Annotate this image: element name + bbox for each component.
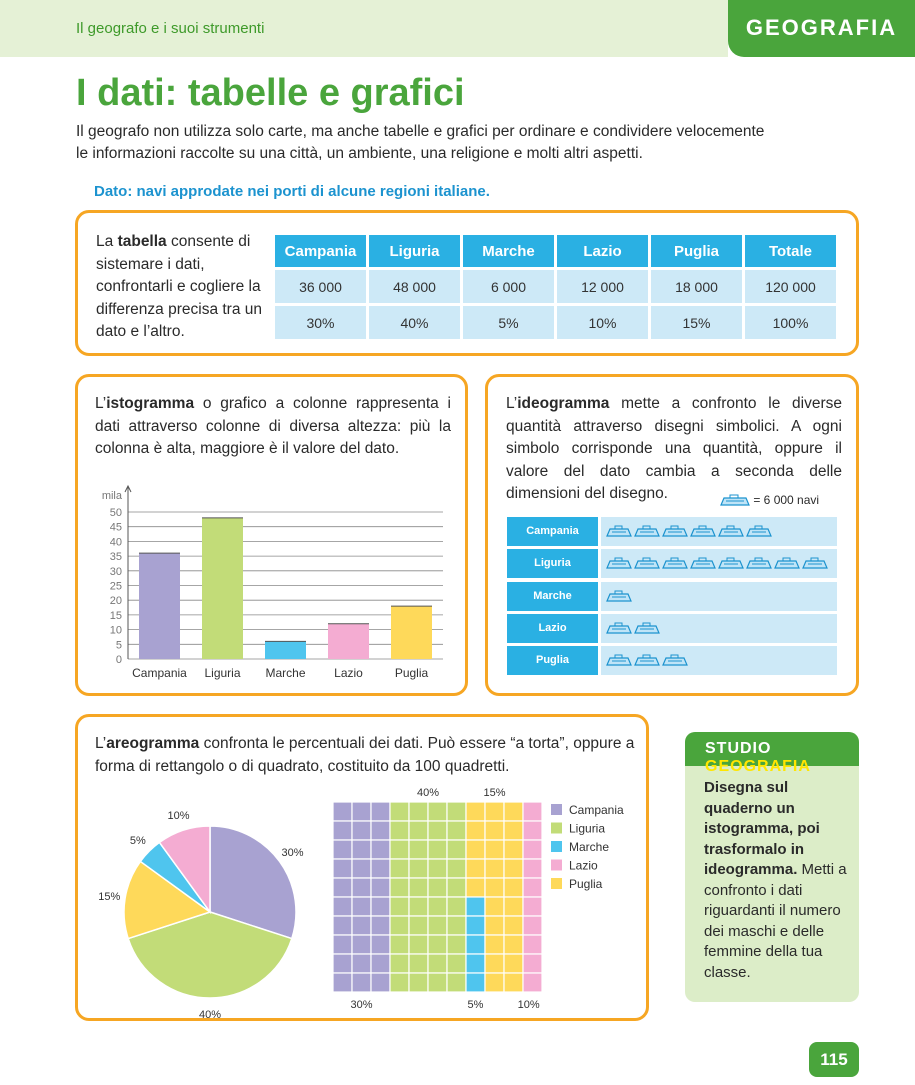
x-tick-label: Puglia	[394, 666, 429, 680]
grid-square	[333, 973, 352, 992]
y-tick-label: 20	[109, 595, 122, 608]
legend-label: Campania	[569, 803, 624, 817]
studio-text	[704, 778, 849, 983]
text-part: L’	[95, 735, 107, 752]
grid-square	[447, 859, 466, 878]
legend-swatch	[551, 878, 562, 889]
grid-square	[523, 859, 542, 878]
grid-square	[390, 973, 409, 992]
grid-square	[447, 821, 466, 840]
grid-square	[352, 954, 371, 973]
grid-square	[485, 859, 504, 878]
grid-square	[447, 840, 466, 859]
ship-icon	[802, 557, 828, 571]
ship-icon	[720, 494, 750, 508]
grid-square	[409, 840, 428, 859]
grid-square	[485, 973, 504, 992]
grid-square	[523, 878, 542, 897]
grid-square	[504, 973, 523, 992]
ship-icon	[634, 654, 660, 668]
ideogram-row-label: Lazio	[507, 614, 598, 643]
x-tick-label: Lazio	[334, 666, 363, 680]
ship-icon	[690, 557, 716, 571]
ideogram-row	[507, 614, 837, 643]
pie-label: 30%	[281, 847, 304, 860]
grid-square	[371, 935, 390, 954]
y-tick-label: 25	[109, 580, 122, 593]
grid-square	[333, 897, 352, 916]
ship-icon	[634, 525, 660, 539]
grid-square	[352, 897, 371, 916]
intro-line: le informazioni raccolte su una città, un ambiente, una religione e molti altri aspetti.	[76, 145, 643, 162]
grid-square	[409, 859, 428, 878]
grid-square	[504, 916, 523, 935]
table-panel	[75, 210, 859, 356]
grid-square	[485, 821, 504, 840]
table-header: Marche	[463, 235, 554, 267]
grid-square	[333, 916, 352, 935]
ship-icon	[606, 590, 632, 604]
ship-icon	[606, 654, 632, 668]
grid-square	[504, 821, 523, 840]
y-tick-label: 10	[109, 624, 122, 637]
grid-square	[409, 897, 428, 916]
legend-swatch	[551, 823, 562, 834]
areogram-panel	[75, 714, 649, 1021]
grid-square	[333, 878, 352, 897]
page-title: I dati: tabelle e grafici	[76, 72, 465, 114]
histogram-description	[95, 393, 451, 461]
grid-square	[523, 935, 542, 954]
grid-square	[352, 821, 371, 840]
grid-square	[333, 935, 352, 954]
grid-square	[409, 802, 428, 821]
y-tick-label: 15	[109, 609, 122, 622]
ship-icon	[746, 525, 772, 539]
grid-square	[466, 859, 485, 878]
grid-square	[485, 954, 504, 973]
text-part: consente di sistemare i dati, confrontarli e cogliere la differenza precisa tra un dato e l’altro.	[96, 233, 263, 340]
table-cell: 48 000	[369, 270, 460, 303]
grid-square	[523, 821, 542, 840]
grid-square	[352, 878, 371, 897]
table-cell: 10%	[557, 306, 648, 339]
grid-square	[485, 916, 504, 935]
grid-square	[371, 897, 390, 916]
grid-square	[485, 802, 504, 821]
studio-title	[705, 740, 859, 776]
grid-square	[523, 954, 542, 973]
x-tick-label: Campania	[132, 666, 187, 680]
text-part: L’	[506, 395, 518, 412]
data-caption: Dato: navi approdate nei porti di alcune regioni italiane.	[94, 183, 490, 200]
y-tick-label: 0	[115, 654, 122, 666]
table-description	[96, 231, 264, 344]
ideogram-row-label: Liguria	[507, 549, 598, 578]
grid-top-label: 40%	[416, 787, 440, 799]
grid-square	[447, 954, 466, 973]
subject-label: GEOGRAFIA	[745, 15, 898, 40]
legend-swatch	[551, 804, 562, 815]
grid-square	[390, 897, 409, 916]
ship-icon	[718, 525, 744, 539]
text-part: La	[96, 233, 118, 250]
grid-square	[409, 935, 428, 954]
table-header-row	[275, 235, 836, 267]
legend-label: Lazio	[569, 858, 598, 873]
grid-top-label: 15%	[483, 787, 506, 799]
grid-square	[447, 878, 466, 897]
y-tick-label: 40	[109, 536, 122, 549]
grid-square	[466, 840, 485, 859]
y-axis-label: mila	[101, 490, 122, 502]
ideogram-row-label: Puglia	[507, 646, 598, 675]
legend-swatch	[551, 860, 562, 871]
studio-plain-text: Metti a confronto i dati riguardanti il numero dei maschi e delle femmine della tua classe.	[704, 861, 847, 981]
table-header: Liguria	[369, 235, 460, 267]
grid-square	[390, 802, 409, 821]
grid-square	[352, 840, 371, 859]
term-tabella: tabella	[117, 233, 167, 250]
grid-bottom-label: 5%	[467, 999, 484, 1011]
table-cell: 5%	[463, 306, 554, 339]
y-tick-label: 5	[115, 639, 122, 652]
y-tick-label: 45	[109, 521, 122, 534]
studio-title-a: STUDIO	[705, 740, 772, 757]
grid-square	[485, 840, 504, 859]
bar	[202, 518, 243, 659]
grid-square	[523, 973, 542, 992]
grid-square	[504, 802, 523, 821]
ideogram-row-icons	[601, 517, 837, 546]
grid-square	[504, 878, 523, 897]
grid-square	[485, 897, 504, 916]
grid-square	[466, 878, 485, 897]
legend-swatch	[551, 841, 562, 852]
grid-square	[371, 802, 390, 821]
grid-square	[428, 821, 447, 840]
table-header: Lazio	[557, 235, 648, 267]
x-tick-label: Liguria	[204, 666, 241, 680]
y-tick-label: 35	[109, 551, 122, 564]
ship-icon	[634, 622, 660, 636]
areogram-description	[95, 733, 635, 778]
grid-square	[409, 821, 428, 840]
grid-square	[390, 840, 409, 859]
text-part: o grafico a colonne rappresenta i dati attraverso colonne di diversa altezza: più la colonna è alta, maggiore è il valore del dato.	[95, 395, 451, 457]
studio-header	[685, 732, 859, 775]
grid-square	[447, 935, 466, 954]
pie-label: 40%	[198, 1009, 222, 1021]
grid-bottom-label: 10%	[517, 999, 540, 1011]
grid-square	[466, 935, 485, 954]
grid-square	[352, 916, 371, 935]
ideogram-row-icons	[601, 614, 837, 643]
table-cell: 12 000	[557, 270, 648, 303]
table-row	[275, 270, 836, 303]
intro-line: Il geografo non utilizza solo carte, ma anche tabelle e grafici per ordinare e condividere velocemente	[76, 123, 765, 140]
grid-square	[390, 935, 409, 954]
ship-icon	[606, 557, 632, 571]
grid-square	[466, 916, 485, 935]
ideogram-row-icons	[601, 582, 837, 611]
term-areogramma: areogramma	[106, 735, 200, 752]
grid-square	[447, 802, 466, 821]
bar	[328, 624, 369, 659]
legend-label: Puglia	[569, 877, 603, 891]
table-cell: 120 000	[745, 270, 836, 303]
table-cell: 15%	[651, 306, 742, 339]
section-title: Il geografo e i suoi strumenti	[76, 20, 265, 37]
grid-square	[428, 878, 447, 897]
histogram-chart	[78, 477, 465, 687]
y-tick-label: 50	[109, 507, 122, 519]
ship-icon	[746, 557, 772, 571]
bar	[391, 606, 432, 659]
grid-square	[428, 897, 447, 916]
grid-square	[428, 840, 447, 859]
grid-square	[523, 802, 542, 821]
ideogram-row	[507, 646, 837, 675]
ideogram-row	[507, 517, 837, 546]
grid-square	[333, 821, 352, 840]
data-table	[272, 232, 839, 342]
table-header: Campania	[275, 235, 366, 267]
bar	[139, 553, 180, 659]
ideogram-row-icons	[601, 646, 837, 675]
grid-square	[447, 916, 466, 935]
grid-square	[371, 973, 390, 992]
pie-label: 10%	[167, 809, 190, 822]
ideogram-row	[507, 549, 837, 578]
grid-square	[390, 859, 409, 878]
table-header: Totale	[745, 235, 836, 267]
page-number: 115	[809, 1042, 859, 1077]
grid-square	[428, 802, 447, 821]
grid-square	[504, 859, 523, 878]
grid-square	[352, 935, 371, 954]
ideogram-row-label: Marche	[507, 582, 598, 611]
grid-square	[409, 878, 428, 897]
ideogram-description	[506, 393, 842, 506]
grid-square	[485, 935, 504, 954]
legend-label: Liguria	[569, 821, 606, 836]
text-part: L’	[95, 395, 107, 412]
grid-bottom-label: 30%	[350, 999, 373, 1011]
table-cell: 100%	[745, 306, 836, 339]
ideogram-row	[507, 582, 837, 611]
text-part: mette a confronto le diverse quantità attraverso disegni simbolici. A ogni simbolo corrisponde una quantità, oppure il valore del dato cambia a seconda delle dimensioni del disegno.	[506, 395, 842, 502]
grid-square	[371, 954, 390, 973]
pie-label: 5%	[129, 834, 146, 847]
ideogram-panel	[485, 374, 859, 696]
legend-text: = 6 000 navi	[753, 493, 820, 507]
grid-square	[352, 859, 371, 878]
grid-square	[504, 897, 523, 916]
grid-square	[504, 935, 523, 954]
grid-square	[466, 973, 485, 992]
term-ideogramma: ideogramma	[517, 395, 610, 412]
grid-square	[371, 916, 390, 935]
ship-icon	[606, 525, 632, 539]
grid-square	[504, 840, 523, 859]
grid-square	[504, 954, 523, 973]
y-tick-label: 30	[109, 565, 122, 578]
legend-label: Marche	[569, 840, 610, 854]
ideogram-row-label: Campania	[507, 517, 598, 546]
pie-chart	[88, 792, 328, 1021]
grid-square	[371, 821, 390, 840]
table-cell: 18 000	[651, 270, 742, 303]
square-grid-chart	[328, 782, 628, 1012]
grid-square	[409, 916, 428, 935]
table-cell: 40%	[369, 306, 460, 339]
grid-square	[333, 859, 352, 878]
grid-square	[371, 859, 390, 878]
grid-square	[466, 897, 485, 916]
grid-square	[352, 802, 371, 821]
grid-square	[390, 916, 409, 935]
grid-square	[371, 840, 390, 859]
grid-square	[390, 821, 409, 840]
grid-square	[352, 973, 371, 992]
table-cell: 30%	[275, 306, 366, 339]
pie-label: 15%	[98, 891, 121, 904]
term-istogramma: istogramma	[106, 395, 195, 412]
grid-square	[466, 802, 485, 821]
grid-square	[523, 897, 542, 916]
table-header: Puglia	[651, 235, 742, 267]
grid-square	[371, 878, 390, 897]
grid-square	[466, 821, 485, 840]
x-tick-label: Marche	[265, 666, 306, 680]
grid-square	[466, 954, 485, 973]
ship-icon	[690, 525, 716, 539]
grid-square	[523, 840, 542, 859]
studio-bold-text: Disegna sul quaderno un istogramma, poi trasformalo in ideogramma.	[704, 779, 820, 878]
ship-icon	[606, 622, 632, 636]
grid-square	[428, 935, 447, 954]
ideogram-row-icons	[601, 549, 837, 578]
ship-icon	[634, 557, 660, 571]
grid-square	[409, 973, 428, 992]
ideogram-legend	[720, 493, 819, 508]
ship-icon	[774, 557, 800, 571]
intro-paragraph	[76, 121, 836, 165]
table-cell: 36 000	[275, 270, 366, 303]
ship-icon	[718, 557, 744, 571]
table-row	[275, 306, 836, 339]
table-cell: 6 000	[463, 270, 554, 303]
ship-icon	[662, 525, 688, 539]
studio-box	[685, 732, 859, 1002]
bar	[265, 641, 306, 659]
grid-square	[333, 840, 352, 859]
grid-square	[485, 878, 504, 897]
studio-title-b: GEOGRAFIA	[705, 758, 811, 775]
grid-square	[390, 878, 409, 897]
ship-icon	[662, 654, 688, 668]
histogram-panel	[75, 374, 468, 696]
grid-square	[333, 802, 352, 821]
ship-icon	[662, 557, 688, 571]
subject-tab	[728, 0, 915, 57]
grid-square	[428, 859, 447, 878]
grid-square	[428, 916, 447, 935]
text-part: confronta le percentuali dei dati. Può essere “a torta”, oppure a forma di rettangolo o di quadrato, costituito da 100 quadretti.	[95, 735, 635, 775]
grid-square	[447, 897, 466, 916]
grid-square	[428, 954, 447, 973]
grid-square	[447, 973, 466, 992]
grid-square	[428, 973, 447, 992]
grid-square	[333, 954, 352, 973]
grid-square	[390, 954, 409, 973]
grid-square	[409, 954, 428, 973]
grid-square	[523, 916, 542, 935]
